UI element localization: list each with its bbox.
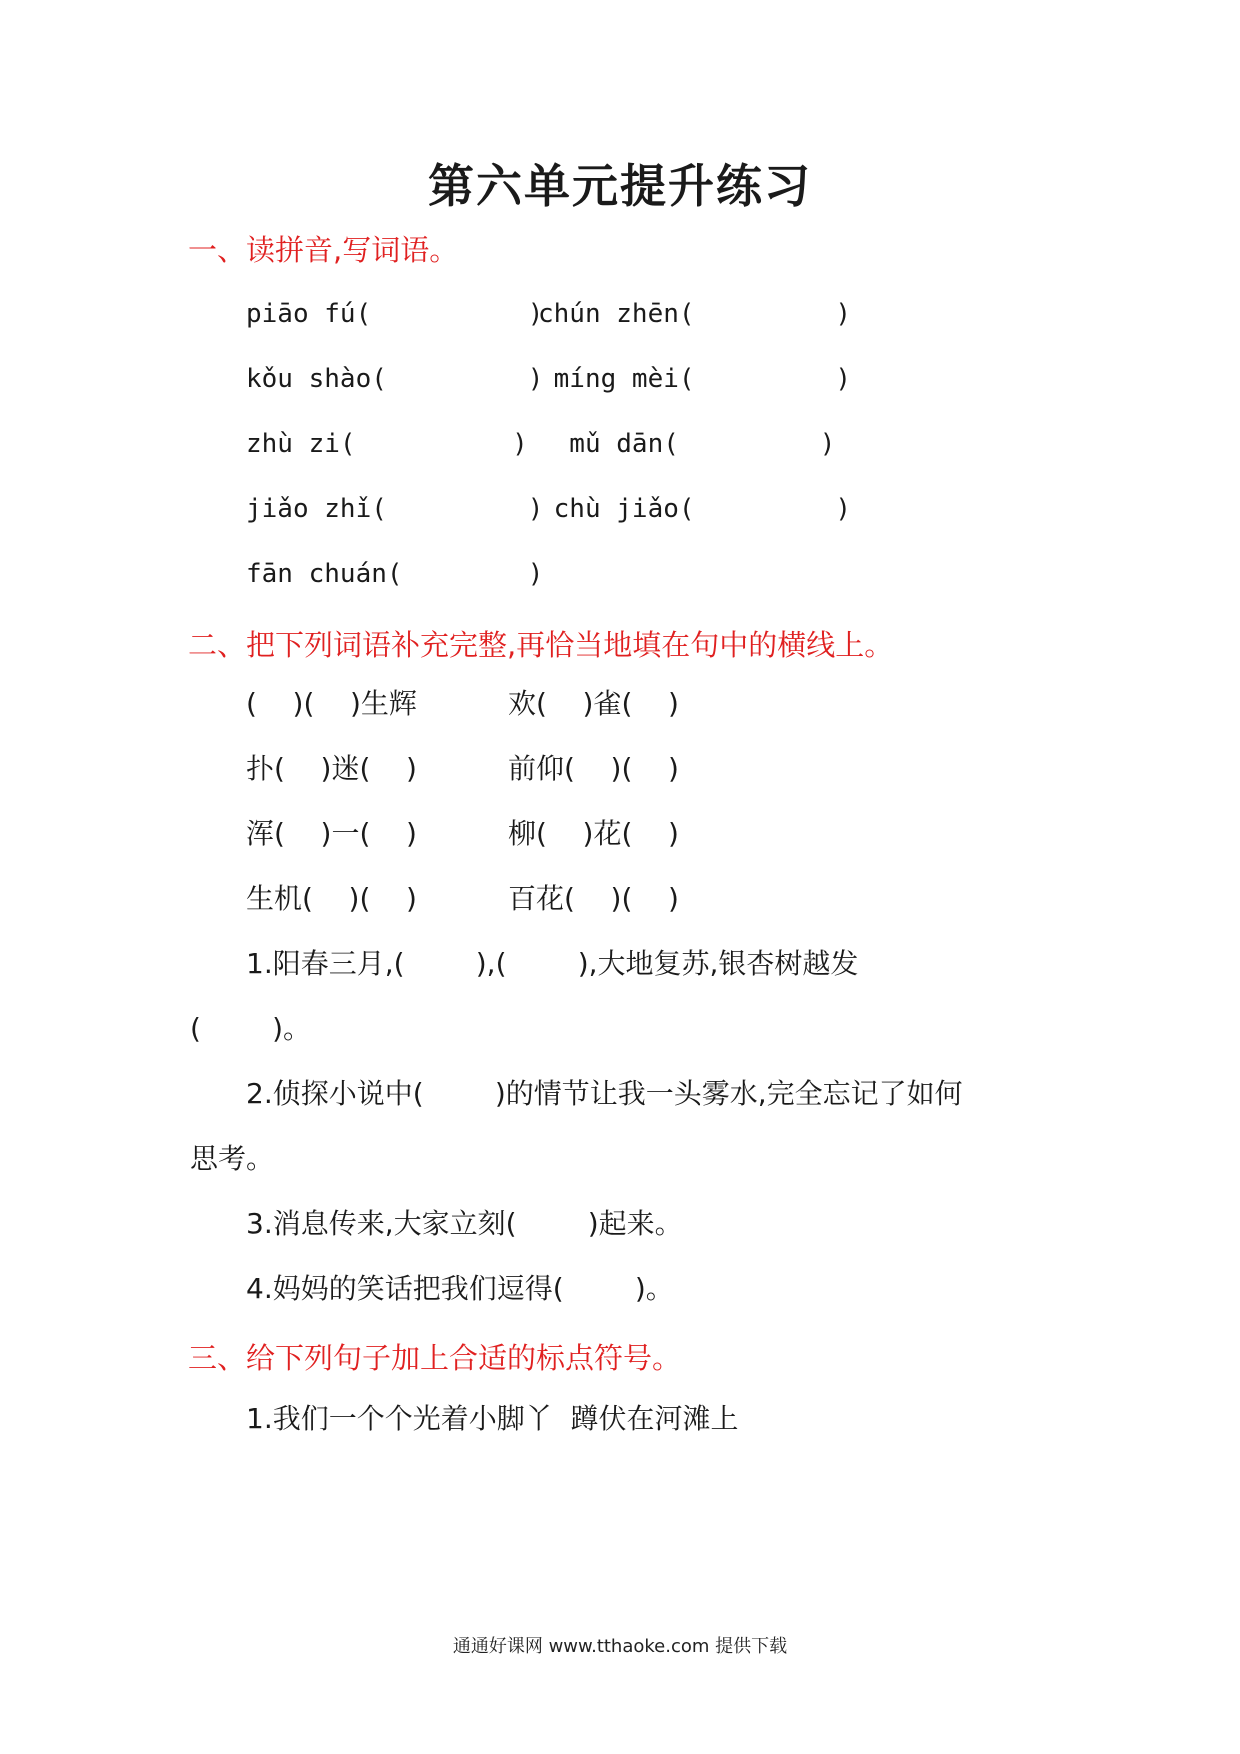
section-2-heading: 二、把下列词语补充完整,再恰当地填在句中的横线上。	[188, 628, 894, 662]
pinyin-item: zhù zi( )	[246, 429, 528, 459]
section-3-heading: 三、给下列句子加上合适的标点符号。	[188, 1341, 682, 1375]
pinyin-item: chún zhēn( )	[538, 299, 852, 329]
pinyin-item: piāo fú( )	[246, 299, 544, 329]
pinyin-item: míng mèi( )	[538, 364, 852, 394]
pinyin-item: chù jiǎo( )	[538, 494, 852, 524]
pinyin-item: jiǎo zhǐ( )	[246, 494, 544, 524]
fill-sentence: 3.消息传来,大家立刻( )起来。	[246, 1207, 683, 1240]
fill-sentence: 思考。	[190, 1142, 275, 1175]
pinyin-item: kǒu shào( )	[246, 364, 544, 394]
section-1-heading: 一、读拼音,写词语。	[188, 233, 459, 267]
pinyin-item: fān chuán( )	[246, 559, 544, 589]
punctuation-sentence: 1.我们一个个光着小脚丫 蹲伏在河滩上	[246, 1402, 739, 1435]
pinyin-item: mǔ dān( )	[538, 429, 836, 459]
fill-sentence: ( )。	[190, 1012, 312, 1045]
idiom-item: ( )( )生辉	[246, 687, 417, 720]
footer-credit: 通通好课网 www.tthaoke.com 提供下载	[452, 1636, 788, 1657]
idiom-item: 前仰( )( )	[508, 752, 679, 785]
idiom-item: 浑( )一( )	[246, 817, 417, 850]
idiom-item: 扑( )迷( )	[246, 752, 417, 785]
fill-sentence: 4.妈妈的笑话把我们逗得( )。	[246, 1272, 674, 1305]
idiom-item: 柳( )花( )	[508, 817, 679, 850]
idiom-item: 生机( )( )	[246, 882, 417, 915]
idiom-item: 欢( )雀( )	[508, 687, 679, 720]
idiom-item: 百花( )( )	[508, 882, 679, 915]
fill-sentence: 1.阳春三月,( ),( ),大地复苏,银杏树越发	[246, 947, 859, 980]
fill-sentence: 2.侦探小说中( )的情节让我一头雾水,完全忘记了如何	[246, 1077, 963, 1110]
page-title: 第六单元提升练习	[428, 159, 812, 213]
